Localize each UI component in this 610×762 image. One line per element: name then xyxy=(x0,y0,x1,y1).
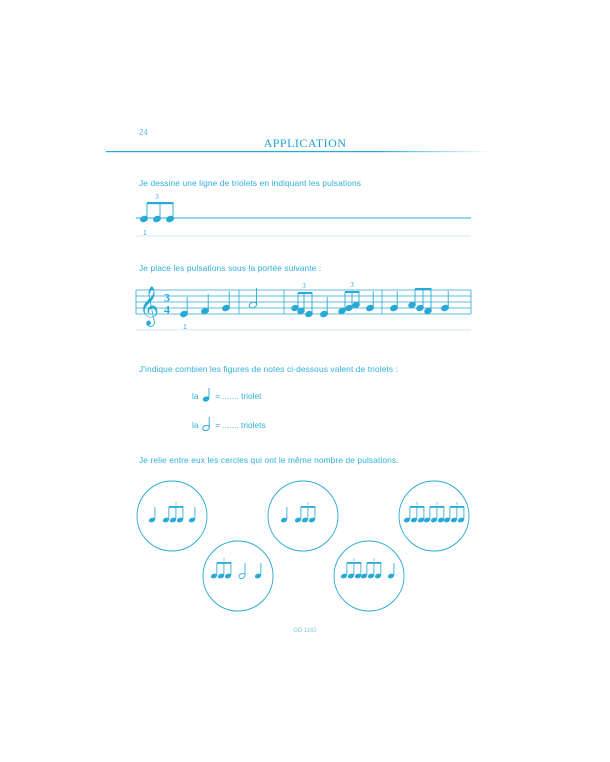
page-number: 24 xyxy=(139,128,148,137)
circle-5[interactable] xyxy=(334,541,404,611)
triplet-number: 3 xyxy=(155,193,159,201)
time-signature-bottom: 4 xyxy=(164,302,170,317)
pulse-label: 1 xyxy=(143,230,147,237)
line-prefix: la xyxy=(192,391,199,401)
treble-clef-icon: 𝄞 xyxy=(139,286,160,326)
circle-4[interactable] xyxy=(203,541,273,611)
exercise-1-instruction: Je dessine une ligne de triolets en indiquant les pulsations xyxy=(139,178,362,188)
page-title: APPLICATION xyxy=(263,136,347,150)
circle-3[interactable] xyxy=(399,481,469,551)
time-signature-top: 3 xyxy=(164,290,170,305)
footer-code: GD 1162 xyxy=(293,628,317,634)
line-prefix: la xyxy=(192,420,199,430)
circle-1[interactable] xyxy=(137,481,207,551)
triplet-number-b: 3 xyxy=(350,281,354,289)
circle-2[interactable] xyxy=(268,481,338,551)
line-equals: = ....... triolets xyxy=(215,420,266,430)
exercise-4-instruction: Je relie entre eux les cercles qui ont le même nombre de pulsations. xyxy=(139,455,399,465)
exercise-2-instruction: Je place les pulsations sous la portée suivante : xyxy=(139,263,322,273)
line-equals: = ....... triolet xyxy=(215,391,262,401)
pulse-label: 1 xyxy=(183,324,187,331)
exercise-3-instruction: J'indique combien les figures de notes ci-dessous valent de triolets : xyxy=(139,364,399,374)
triplet-number-a: 3 xyxy=(302,282,306,290)
